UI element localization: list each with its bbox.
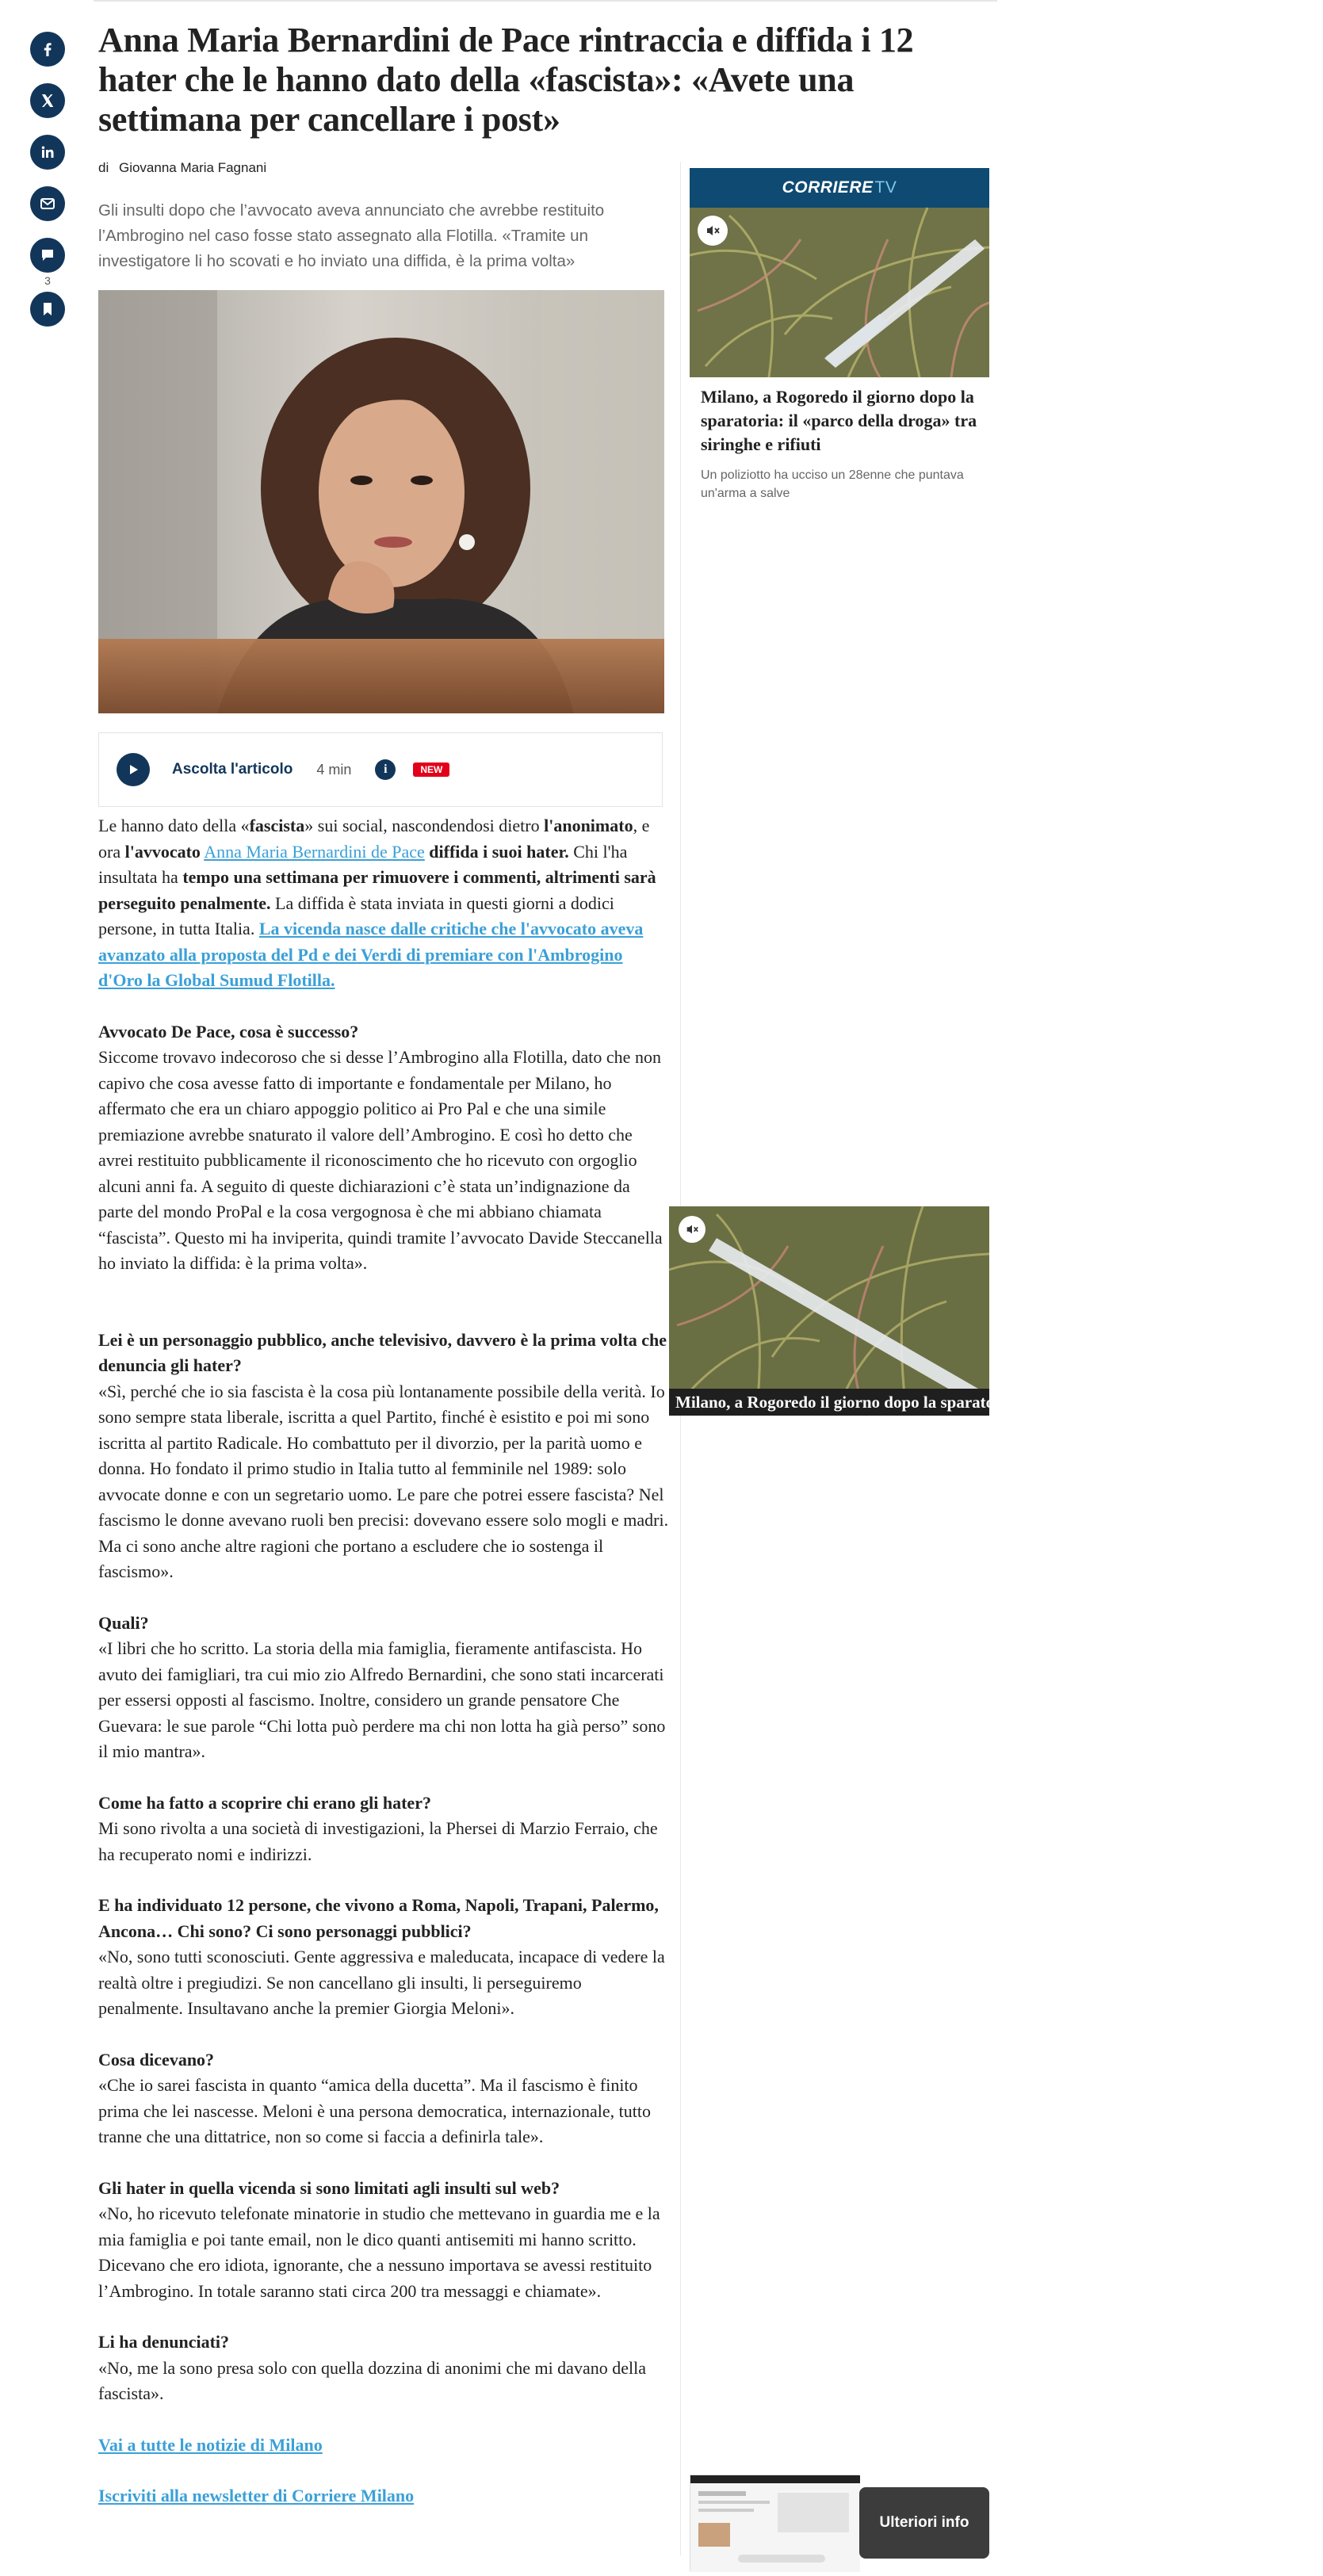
qa-block	[98, 1328, 669, 1585]
intro-text: La diffida è stata inviata in questi giorni a dodici persone, in tutta Italia.	[98, 892, 614, 938]
author-name[interactable]: Giovanna Maria Fagnani	[118, 160, 267, 175]
article-title: Anna Maria Bernardini de Pace rintraccia e diffida i 12 hater che le hanno dato della «fascista»: «Avete una settimana per cancellare i post»	[98, 21, 914, 139]
x-share-button[interactable]	[30, 83, 65, 118]
byline-prefix: di	[98, 160, 109, 175]
question: Avvocato De Pace, cosa è successo?	[98, 1021, 359, 1041]
intro-bold: diffida i suoi hater.	[429, 841, 569, 862]
byline	[98, 160, 266, 176]
audio-duration: 4 min	[316, 761, 352, 778]
answer: «No, ho ricevuto telefonate minatorie in studio che mettevano in guardia me e la mia famiglia e poi tante email, non le dico quanti antisemiti mi hanno scritto. Dicevano che ero idiota, ignorante, che a nessuno importava se avessi restituito l’Ambrogino. In totale saranno stati circa 200 tra messaggi e chiamate».	[98, 2203, 660, 2301]
facebook-icon	[38, 40, 57, 59]
audio-player	[98, 732, 663, 807]
top-divider	[94, 0, 997, 2]
play-button[interactable]	[117, 753, 150, 786]
mail-share-button[interactable]	[30, 186, 65, 221]
facebook-share-button[interactable]	[30, 32, 65, 67]
floating-video-player[interactable]	[669, 1206, 1323, 1416]
article-photo	[98, 290, 664, 713]
play-icon	[126, 762, 140, 777]
footer-link-row	[98, 2433, 669, 2459]
qa-block	[98, 1611, 669, 1765]
comment-count: 3	[44, 274, 51, 287]
more-info-button[interactable]: Ulteriori info	[859, 2487, 989, 2559]
corriere-tv-header[interactable]	[690, 168, 989, 208]
speaker-muted-icon	[705, 223, 721, 239]
corriere-tv-logo	[782, 178, 897, 197]
author-topic-link[interactable]: Anna Maria Bernardini de Pace	[204, 841, 425, 862]
footer-link-row	[98, 2483, 669, 2509]
article-summary: Gli insulti dopo che l’avvocato aveva annunciato che avrebbe restituito l’Ambrogino nel caso fosse stato assegnato alla Flotilla. «Tramite un investigatore li ho scovati e ho inviato una diffida, è la prima volta»	[98, 201, 605, 270]
newsletter-link[interactable]: Iscriviti alla newsletter di Corriere Milano	[98, 2486, 415, 2505]
tv-brand-suffix: TV	[874, 178, 897, 197]
intro-text: , e ora	[98, 816, 650, 862]
info-icon[interactable]: i	[375, 759, 396, 780]
intro-bold: l'anonimato	[544, 816, 633, 835]
tv-brand: CORRIERE	[782, 178, 874, 197]
intro-paragraph	[98, 813, 669, 994]
qa-block	[98, 1893, 669, 2022]
answer: Siccome trovavo indecoroso che si desse l’Ambrogino alla Flotilla, dato che non capivo che cosa avesse fatto di importante e fondamentale per Milano, ho affermato che era un chiaro appoggio politico ai Pro Pal e che una simile premiazione avrebbe snaturato il valore dell’Ambrogino. E così ho detto che avrei restituito pubblicamente il riconoscimento che ho ricevuto con orgoglio alcuni anni fa. A seguito di queste dichiarazioni c’è stata un’indignazione da parte del mondo ProPal e la cosa vergognosa è che mi abbiano chiamata “fascista”. Questo mi ha inviperita, quindi tramite l’avvocato Davide Steccanella ho inviato la diffida: è la prima volta».	[98, 1047, 663, 1273]
article-body	[98, 813, 669, 2509]
question: E ha individuato 12 persone, che vivono a Roma, Napoli, Trapani, Palermo, Ancona… Chi sono? Ci sono personaggi pubblici?	[98, 1895, 659, 1941]
answer: «Sì, perché che io sia fascista è la cosa più lontanamente possibile della verità. Io sono sempre stata liberale, iscritta a quel Partito, finché è esistito e poi mi sono iscritta al partito Radicale. Ho combattuto per il divorzio, per la parità uomo e donna. Ho fondato il primo studio in Italia tutto al femminile nel 1989: solo avvocate donne e con un segretario uomo. Le pare che potrei essere fascista? Nel fascismo le donne avevano ruoli ben precisi: dovevano essere solo mogli e madri. Ma ci sono anche altre ragioni che portano a escludere che io sostenga il fascismo».	[98, 1381, 669, 1581]
answer: Mi sono rivolta a una società di investigazioni, la Phersei di Marzio Ferraio, che ha recuperato nomi e indirizzi.	[98, 1818, 658, 1864]
video-subtitle: Un poliziotto ha ucciso un 28enne che puntava un'arma a salve	[701, 468, 964, 500]
related-story-link[interactable]: La vicenda nasce dalle critiche che l'avvocato aveva avanzato alla proposta del Pd e dei Verdi di premiare con l'Ambrogino d'Oro la Global Sumud Flotilla.	[98, 919, 644, 990]
ad-preview-illustration	[690, 2475, 860, 2572]
listen-article-label[interactable]: Ascolta l'articolo	[172, 761, 293, 778]
linkedin-icon	[38, 143, 57, 162]
question: Come ha fatto a scoprire chi erano gli hater?	[98, 1792, 431, 1813]
answer: «Che io sarei fascista in quanto “amica della ducetta”. Ma il fascismo è finito prima che lei nascesse. Meloni è una persona democratica, internazionale, tutto tranne che una dittatrice, non so come si faccia a definirla tale».	[98, 2075, 651, 2146]
qa-block	[98, 2047, 669, 2150]
question: Gli hater in quella vicenda si sono limitati agli insulti sul web?	[98, 2177, 560, 2198]
question: Li ha denunciati?	[98, 2332, 230, 2352]
grass-syringe-illustration	[690, 208, 989, 377]
answer: «No, sono tutti sconosciuti. Gente aggressiva e maleducata, incapace di vedere la realtà oltre i pregiudizi. Se non cancellano gli insulti, li perseguiremo penalmente. Insultavano anche la premier Giorgia Meloni».	[98, 1947, 665, 2018]
question: Lei è un personaggio pubblico, anche televisivo, davvero è la prima volta che denuncia gli hater?	[98, 1329, 667, 1375]
question: Cosa dicevano?	[98, 2049, 215, 2070]
milano-news-link[interactable]: Vai a tutte le notizie di Milano	[98, 2434, 323, 2455]
answer: «No, me la sono presa solo con quella dozzina di anonimi che mi davano della fascista».	[98, 2357, 646, 2403]
speaker-muted-icon	[685, 1222, 699, 1236]
comments-button[interactable]	[30, 238, 65, 273]
new-badge: NEW	[413, 762, 449, 777]
intro-text: » sui social, nascondendosi dietro	[304, 816, 545, 835]
ad-thumbnail[interactable]	[690, 2475, 859, 2571]
qa-block	[98, 1019, 669, 1277]
x-icon	[38, 91, 57, 110]
qa-block	[98, 2329, 669, 2407]
video-thumbnail[interactable]	[690, 208, 989, 377]
qa-block	[98, 2176, 669, 2305]
mute-button[interactable]	[698, 216, 728, 246]
intro-bold: tempo una settimana per rimuovere i commenti, altrimenti sarà perseguito penalmente.	[98, 867, 656, 913]
portrait-illustration	[98, 290, 664, 713]
bookmark-button[interactable]	[30, 292, 65, 327]
qa-block	[98, 1791, 669, 1868]
video-title[interactable]: Milano, a Rogoredo il giorno dopo la sparatoria: il «parco della droga» tra siringhe e rifiuti	[701, 387, 977, 454]
intro-bold: fascista	[249, 816, 305, 835]
linkedin-share-button[interactable]	[30, 135, 65, 170]
comment-icon	[38, 246, 57, 265]
share-rail	[30, 32, 65, 343]
grass-syringe-illustration	[669, 1206, 989, 1416]
mute-button[interactable]	[679, 1216, 705, 1243]
floating-video-caption: Milano, a Rogoredo il giorno dopo la sparatoria: il «parco della droga» tra siringhe e rifiuti	[669, 1389, 989, 1416]
intro-text: Chi l'ha insultata ha	[98, 841, 628, 887]
intro-text: Le hanno dato della «	[98, 816, 250, 835]
answer: «I libri che ho scritto. La storia della mia famiglia, fieramente antifascista. Ho avuto dei famigliari, tra cui mio zio Alfredo Bernardini, che sono stati incarcerati per essersi opposti al fascismo. Inoltre, considero un grande pensatore Che Guevara: le sue parole “Chi lotta può perdere ma chi non lotta ha già perso” sono il mio mantra».	[98, 1638, 666, 1761]
question: Quali?	[98, 1612, 149, 1633]
bookmark-icon	[38, 300, 57, 319]
mail-icon	[38, 194, 57, 213]
intro-bold: l'avvocato	[124, 841, 201, 862]
